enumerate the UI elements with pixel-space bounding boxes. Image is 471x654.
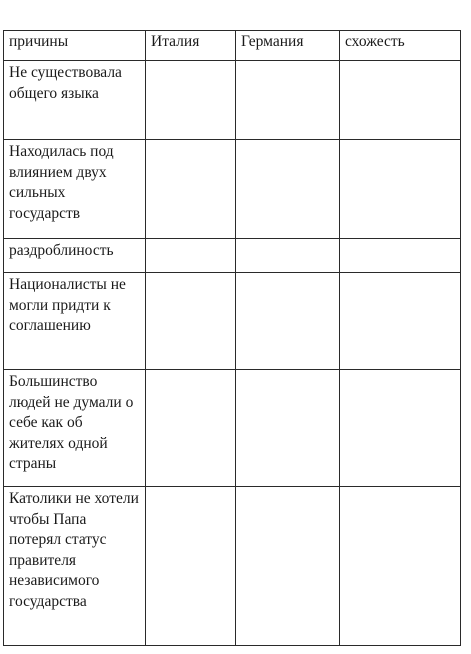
italy-cell[interactable]: [146, 140, 236, 239]
italy-cell[interactable]: [146, 273, 236, 370]
reason-cell: Не существовала общего языка: [4, 61, 146, 140]
table-row: [4, 140, 461, 239]
germany-cell[interactable]: [236, 487, 340, 646]
comparison-table: [3, 30, 461, 646]
header-cell-reasons: причины: [4, 31, 146, 61]
similarity-cell[interactable]: [340, 61, 461, 140]
germany-cell[interactable]: [236, 370, 340, 487]
table-row: [4, 370, 461, 487]
reason-cell: Католики не хотели чтобы Папа потерял статус правителя независимого государства: [4, 487, 146, 646]
reason-cell: Националисты не могли придти к соглашению: [4, 273, 146, 370]
italy-cell[interactable]: [146, 370, 236, 487]
table-row: [4, 273, 461, 370]
reason-cell: Находилась под влиянием двух сильных государств: [4, 140, 146, 239]
header-cell-germany: Германия: [236, 31, 340, 61]
table-row: [4, 239, 461, 273]
germany-cell[interactable]: [236, 61, 340, 140]
similarity-cell[interactable]: [340, 140, 461, 239]
reason-cell: раздроблиность: [4, 239, 146, 273]
italy-cell[interactable]: [146, 487, 236, 646]
italy-cell[interactable]: [146, 239, 236, 273]
header-cell-similarity: схожесть: [340, 31, 461, 61]
germany-cell[interactable]: [236, 273, 340, 370]
table-row: [4, 487, 461, 646]
similarity-cell[interactable]: [340, 239, 461, 273]
similarity-cell[interactable]: [340, 487, 461, 646]
table-header-row: [4, 31, 461, 61]
header-cell-italy: Италия: [146, 31, 236, 61]
similarity-cell[interactable]: [340, 273, 461, 370]
germany-cell[interactable]: [236, 239, 340, 273]
italy-cell[interactable]: [146, 61, 236, 140]
table-row: [4, 61, 461, 140]
similarity-cell[interactable]: [340, 370, 461, 487]
germany-cell[interactable]: [236, 140, 340, 239]
reason-cell: Большинство людей не думали о себе как об жителях одной страны: [4, 370, 146, 487]
